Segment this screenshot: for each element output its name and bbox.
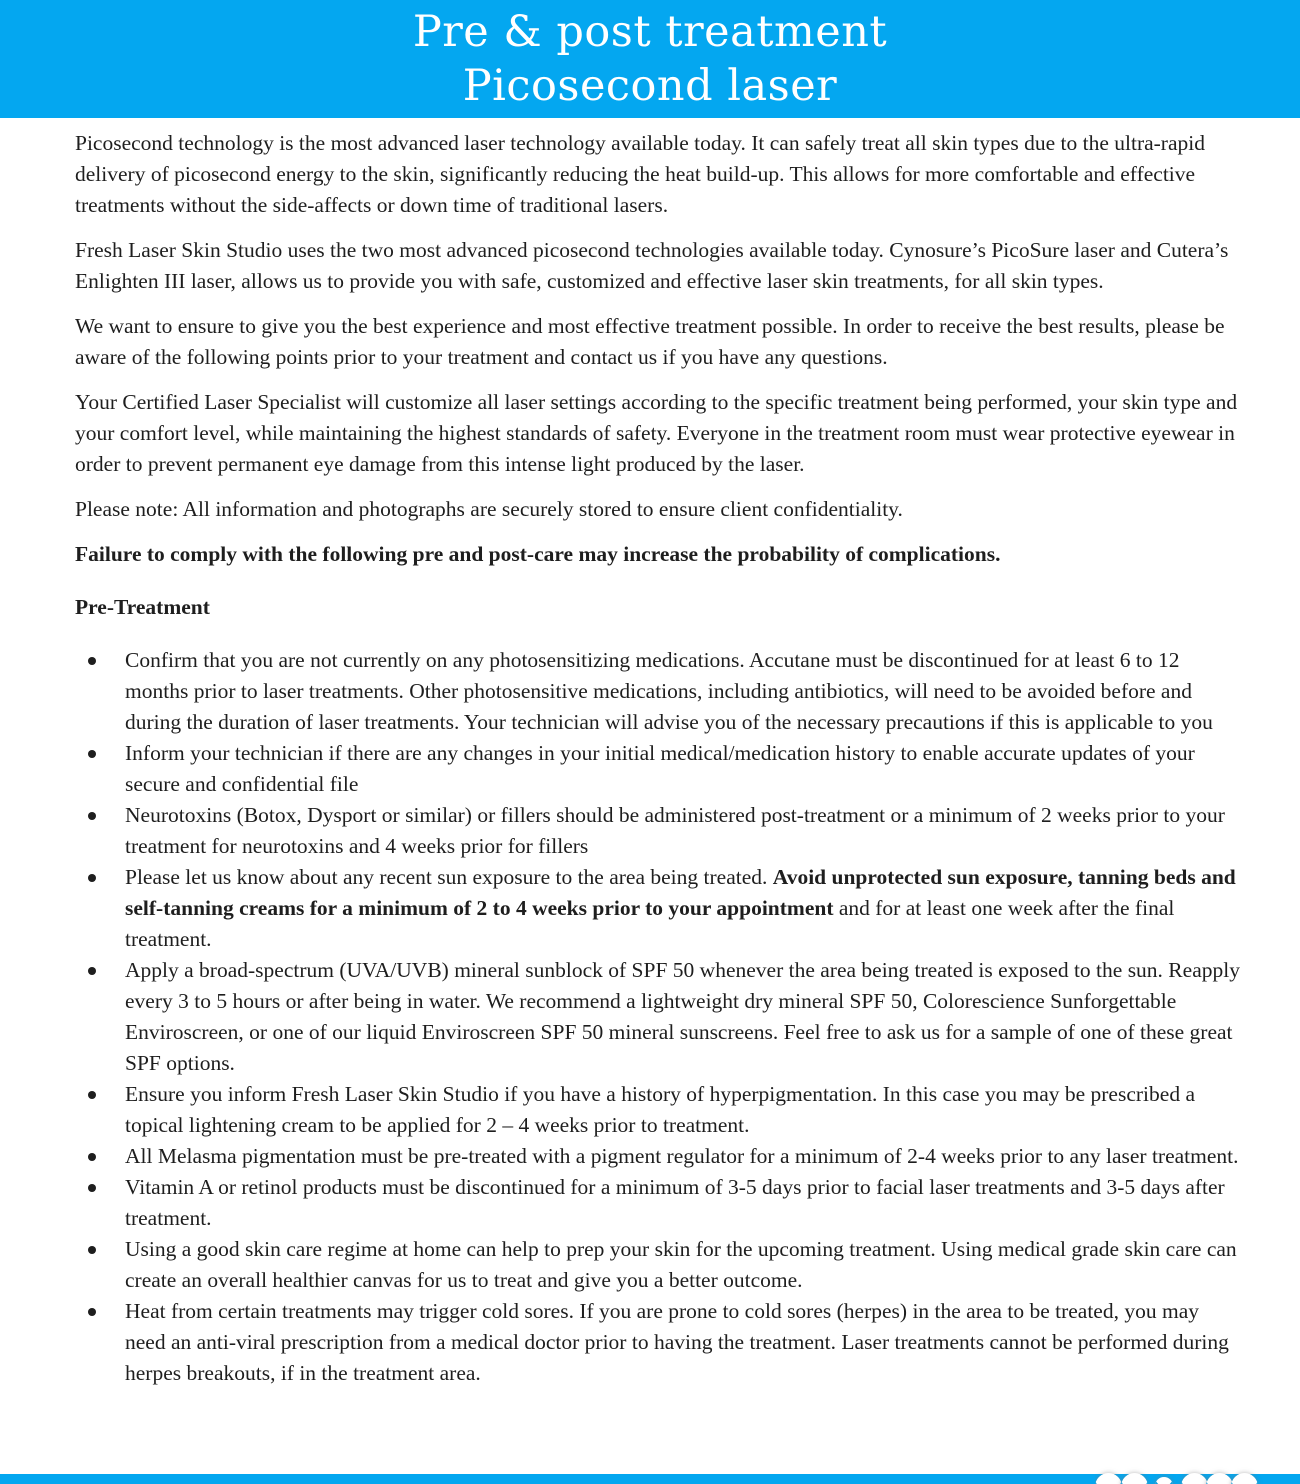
bullet-text: Apply a broad-spectrum (UVA/UVB) mineral sunblock of SPF 50 whenever the area being treated is exposed to the sun. Reapply every 3 to 5 hours or after being in water. We recommend a lightweight dry mineral SPF 50, Colorescience Sunforgettable Enviroscreen, or one of our liquid Enviroscreen SPF 50 mineral sunscreens. Feel free to ask us for a sample of one of these great SPF options. — [125, 958, 1240, 1075]
logo-blob — [1155, 1477, 1173, 1484]
bullet-text: Inform your technician if there are any changes in your initial medical/medication history to enable accurate updates of your secure and confidential file — [125, 741, 1195, 796]
document-header — [0, 0, 1300, 118]
compliance-warning: Failure to comply with the following pre and post-care may increase the probability of complications. — [75, 542, 1001, 566]
logo-blob — [1231, 1473, 1258, 1484]
intro-paragraph: Picosecond technology is the most advanced laser technology available today. It can safely treat all skin types due to the ultra-rapid delivery of picosecond energy to the skin, significantly reducing the heat build-up. This allows for more comfortable and effective treatments without the side-affects or down time of traditional lasers. — [75, 131, 1205, 217]
pre-treatment-heading: Pre-Treatment — [75, 595, 210, 619]
bullet-text: Heat from certain treatments may trigger cold sores. If you are prone to cold sores (herpes) in the area to be treated, you may need an anti-viral prescription from a medical doctor prior to having the treatment. Laser treatments cannot be performed during herpes breakouts, if in the treatment area. — [125, 1299, 1229, 1385]
page-title-line2: Picosecond laser — [462, 61, 838, 111]
logo-blob — [1121, 1473, 1148, 1484]
bullet-text: and for at least one week after the final treatment. — [125, 896, 1175, 951]
intro-paragraphs — [75, 128, 1242, 525]
pre-treatment-item — [75, 800, 1242, 862]
intro-paragraph: Your Certified Laser Specialist will customize all laser settings according to the specific treatment being performed, your skin type and your comfort level, while maintaining the highest standards of safety. Everyone in the treatment room must wear protective eyewear in order to prevent permanent eye damage from this intense light produced by the laser. — [75, 390, 1238, 476]
pre-treatment-item — [75, 955, 1242, 1079]
page-title-line1: Pre & post treatment — [412, 7, 888, 57]
bullet-text: Vitamin A or retinol products must be discontinued for a minimum of 3-5 days prior to facial laser treatments and 3-5 days after treatment. — [125, 1175, 1225, 1230]
intro-paragraph: Please note: All information and photographs are securely stored to ensure client confidentiality. — [75, 497, 903, 521]
bullet-text-bold: Avoid unprotected sun exposure, tanning beds and self-tanning creams for a minimum of 2 to 4 weeks prior to your appointment — [125, 865, 1236, 920]
bullet-text: Using a good skin care regime at home can help to prep your skin for the upcoming treatment. Using medical grade skin care can create an overall healthier canvas for us to treat and give you a better outcome. — [125, 1237, 1237, 1292]
bullet-text: Ensure you inform Fresh Laser Skin Studio if you have a history of hyperpigmentation. In this case you may be prescribed a topical lightening cream to be applied for 2 – 4 weeks prior to treatment. — [125, 1082, 1195, 1137]
intro-paragraph: We want to ensure to give you the best experience and most effective treatment possible. In order to receive the best results, please be aware of the following points prior to your treatment and contact us if you have any questions. — [75, 314, 1225, 369]
logo-blob — [1095, 1473, 1122, 1484]
pre-treatment-item — [75, 645, 1242, 738]
intro-paragraph: Fresh Laser Skin Studio uses the two most advanced picosecond technologies available today. Cynosure’s PicoSure laser and Cutera’s Enlighten III laser, allows us to provide you with safe, customized and effective laser skin treatments, for all skin types. — [75, 238, 1229, 293]
logo-blob — [1206, 1473, 1233, 1484]
bullet-text: Neurotoxins (Botox, Dysport or similar) or fillers should be administered post-treatment or a minimum of 2 weeks prior to your treatment for neurotoxins and 4 weeks prior for fillers — [125, 803, 1225, 858]
document-body — [0, 118, 1300, 1389]
pre-treatment-item — [75, 1234, 1242, 1296]
logo-blob — [1181, 1473, 1208, 1484]
bullet-text: Confirm that you are not currently on any photosensitizing medications. Accutane must be discontinued for at least 6 to 12 months prior to laser treatments. Other photosensitive medications, including antibiotics, will need to be avoided before and during the duration of laser treatments. Your technician will advise you of the necessary precautions if this is applicable to you — [125, 648, 1213, 734]
bullet-text: Please let us know about any recent sun exposure to the area being treated. — [125, 865, 773, 889]
pre-treatment-item — [75, 1172, 1242, 1234]
bullet-text: All Melasma pigmentation must be pre-treated with a pigment regulator for a minimum of 2-4 weeks prior to any laser treatment. — [125, 1144, 1239, 1168]
pre-treatment-item — [75, 738, 1242, 800]
cutoff-logo-fragment — [1095, 1458, 1270, 1484]
pre-treatment-item — [75, 1296, 1242, 1389]
pre-treatment-item — [75, 1141, 1242, 1172]
pre-treatment-list — [75, 645, 1242, 1389]
pre-treatment-item — [75, 862, 1242, 955]
pre-treatment-item — [75, 1079, 1242, 1141]
